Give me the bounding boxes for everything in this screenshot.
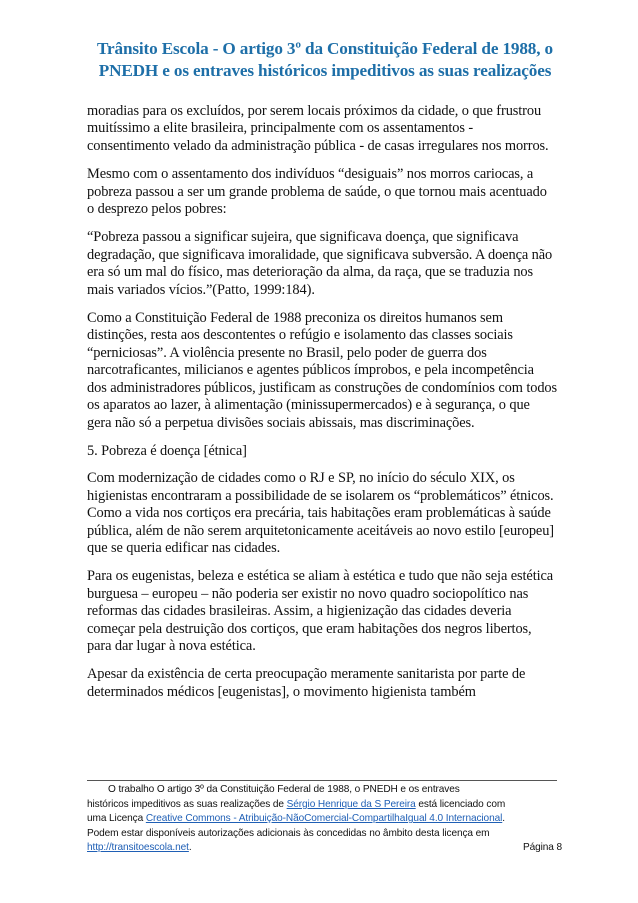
- document-body: [87, 103, 557, 712]
- footer-line-5: [87, 841, 562, 856]
- footer-line-3-suffix: .: [502, 813, 505, 825]
- footer-line-3-text: uma Licença: [87, 813, 146, 825]
- paragraph-8: Apesar da existência de certa preocupação meramente sanitarista por parte de determinados médicos [eugenistas], o movimento higienista também: [87, 666, 526, 700]
- author-link[interactable]: Sérgio Henrique da S Pereira: [286, 798, 416, 810]
- paragraph-7: Para os eugenistas, beleza e estética se aliam à estética e tudo que não seja estética burguesa – europeu – não poderia ser existir no novo quadro sociopolítico nas reformas das cidades brasileiras. Assim, a higienização das cidades deveria começar pela destruição dos cortiços, que eram habitações dos negros libertos, para dar lugar à nova estética.: [87, 568, 554, 654]
- quote-paragraph: “Pobreza passou a significar sujeira, que significava doença, que significava degradação, que significava imoralidade, que significava subversão. A doença não era só um mal do físico, mas deterioração da alma, da raça, que se traduzia nos mais variados vícios.”(Patto, 1999:184).: [87, 229, 553, 298]
- site-link[interactable]: http://transitoescola.net: [87, 842, 189, 854]
- paragraph-6: Com modernização de cidades como o RJ e SP, no início do século XIX, os higienistas encontraram a possibilidade de se isolarem os “problemáticos” étnicos. Como a vida nos cortiços era precária, tais habitações eram problemáticas à saúde pública, além de não serem arquitetonicamente aceitáveis ao novo estilo [europeu] que se queria edificar nas cidades.: [87, 470, 554, 556]
- section-heading: 5. Pobreza é doença [étnica]: [87, 442, 247, 459]
- footer-line-4: Podem estar disponíveis autorizações adicionais às concedidas no âmbito desta licença em: [87, 827, 490, 839]
- header-title-line-2: PNEDH e os entraves históricos impeditivos as suas realizações: [98, 61, 552, 80]
- paragraph-1: moradias para os excluídos, por serem locais próximos da cidade, o que frustrou muitíssimo a elite brasileira, principalmente com os assentamentos - consentimento velado da administração pública - de casas irregulares nos morros.: [87, 103, 549, 154]
- footer-line-1: O trabalho O artigo 3º da Constituição Federal de 1988, o PNEDH e os entraves: [108, 784, 460, 795]
- paragraph-4: Como a Constituição Federal de 1988 preconiza os direitos humanos sem distinções, resta aos descontentes o refúgio e isolamento das classes sociais “perniciosas”. A violência presente no Brasil, pelo poder de guerra dos narcotraficantes, milicianos e agentes públicos ímprobos, e pela incompetência dos administradores públicos, justificam as construções de condomínios com todos os aparatos ao lazer, à alimentação (minissupermercados) e à segurança, o que gera não só a perpetua divisões sociais abissais, mas discriminações.: [87, 310, 558, 431]
- header-title-line-1: Trânsito Escola - O artigo 3º da Constituição Federal de 1988, o: [97, 39, 553, 58]
- footer-line-2: [87, 798, 562, 813]
- license-link[interactable]: Creative Commons - Atribuição-NãoComercial-CompartilhaIgual 4.0 Internacional: [145, 813, 503, 825]
- page-number: Página 8: [522, 842, 562, 854]
- footer-line-3: [87, 812, 562, 827]
- page-footer: [87, 783, 562, 856]
- footer-divider: [87, 780, 557, 781]
- site-link-wrapper: [87, 841, 192, 856]
- footer-line-2-suffix: está licenciado com: [415, 798, 506, 810]
- site-link-suffix: .: [188, 842, 192, 854]
- paragraph-2: Mesmo com o assentamento dos indivíduos “desiguais” nos morros cariocas, a pobreza passou a ser um grande problema de saúde, o que tornou mais acentuado o desprezo pelos pobres:: [87, 166, 547, 218]
- footer-line-2-text: históricos impeditivos as suas realizações de: [87, 798, 287, 810]
- document-header: [60, 38, 590, 82]
